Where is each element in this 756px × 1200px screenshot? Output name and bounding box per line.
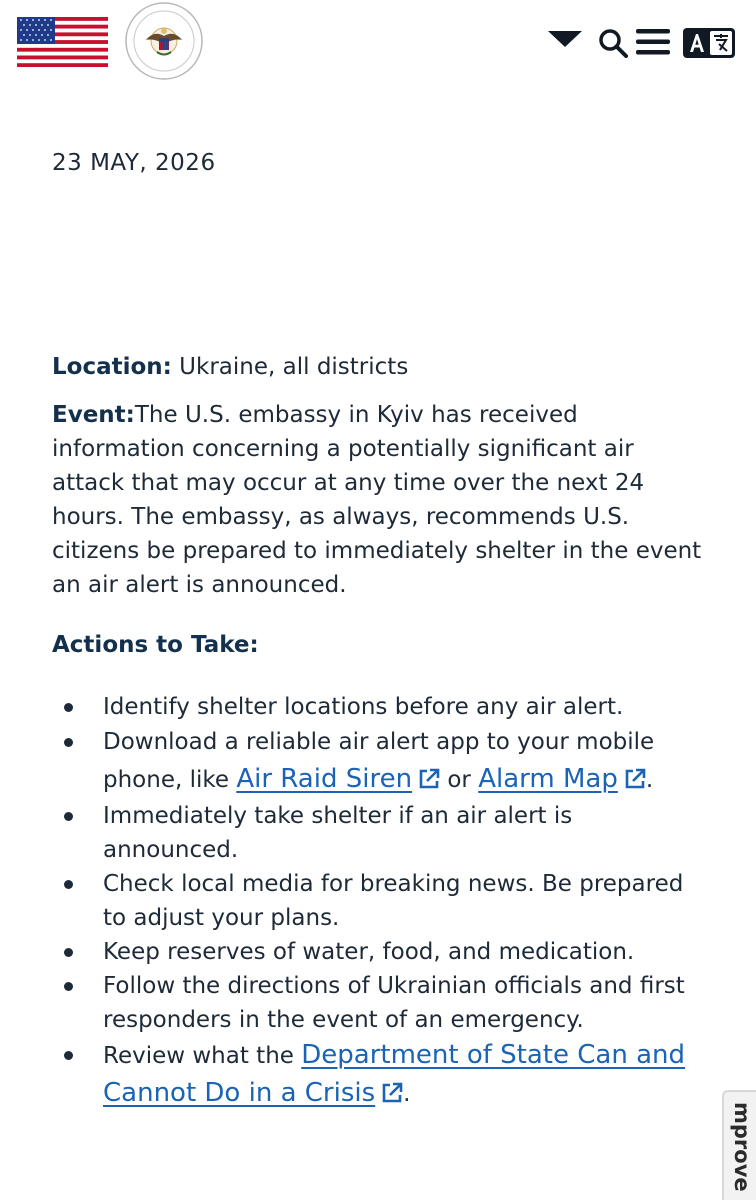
action-text: Check local media for breaking news. Be prepared to adjust your plans. [103, 871, 684, 931]
list-item [52, 690, 702, 724]
external-link-icon [418, 768, 440, 790]
bullet [64, 982, 73, 991]
bullet [64, 738, 73, 747]
location-value: Ukraine, all districts [171, 354, 409, 380]
action-text: Immediately take shelter if an air alert is announced. [103, 803, 573, 863]
improve-feedback-tab[interactable] [722, 1090, 756, 1200]
action-text: Download a reliable air alert app to your mobile phone, like [103, 729, 655, 793]
event-label: Event: [52, 402, 135, 428]
event-value: The U.S. embassy in Kyiv has received information concerning a potentially significant air attack that may occur at any time over the next 24 hours. The embassy, as always, recommends U.S. citizens be prepared to immediately shelter in the event an air alert is announced. [52, 402, 702, 598]
alert-date: 23 MAY, 2026 [52, 150, 216, 176]
actions-list [52, 690, 702, 1113]
list-item [52, 969, 702, 1037]
action-text: Follow the directions of Ukrainian officials and first responders in the event of an emergency. [103, 973, 685, 1033]
embassy-seal-icon[interactable] [124, 0, 204, 82]
air-raid-siren-link[interactable]: Air Raid Siren [236, 764, 413, 794]
state-department-crisis-link[interactable]: Department of State Can and Cannot Do in a Crisis [103, 1040, 686, 1108]
bullet [64, 703, 73, 712]
external-link-icon [381, 1082, 403, 1104]
improve-tab-label: mprove [730, 1102, 754, 1192]
location-paragraph [52, 350, 702, 384]
translate-icon[interactable] [683, 28, 735, 58]
bullet [64, 880, 73, 889]
list-item [52, 867, 702, 935]
action-text: Review what the [103, 1043, 302, 1069]
menu-icon[interactable] [636, 28, 670, 56]
action-text: . [403, 1081, 411, 1107]
action-text: or [440, 767, 479, 793]
action-text: Identify shelter locations before any air alert. [103, 694, 624, 720]
alarm-map-link[interactable]: Alarm Map [478, 764, 618, 794]
list-item [52, 935, 702, 969]
location-label: Location: [52, 354, 172, 380]
alert-content [52, 350, 702, 1113]
bullet [64, 812, 73, 821]
bullet [64, 948, 73, 957]
list-item [52, 1037, 702, 1113]
event-paragraph [52, 398, 702, 602]
list-item [52, 724, 702, 799]
us-flag-icon[interactable] [17, 17, 108, 67]
search-icon[interactable] [598, 28, 628, 58]
site-header [0, 0, 756, 90]
external-link-icon [624, 768, 646, 790]
bullet [64, 1051, 73, 1060]
caret-down-icon[interactable] [548, 31, 582, 47]
action-text: . [645, 767, 654, 793]
actions-heading: Actions to Take: [52, 632, 259, 658]
list-item [52, 799, 702, 867]
action-text: Keep reserves of water, food, and medication. [103, 939, 635, 965]
